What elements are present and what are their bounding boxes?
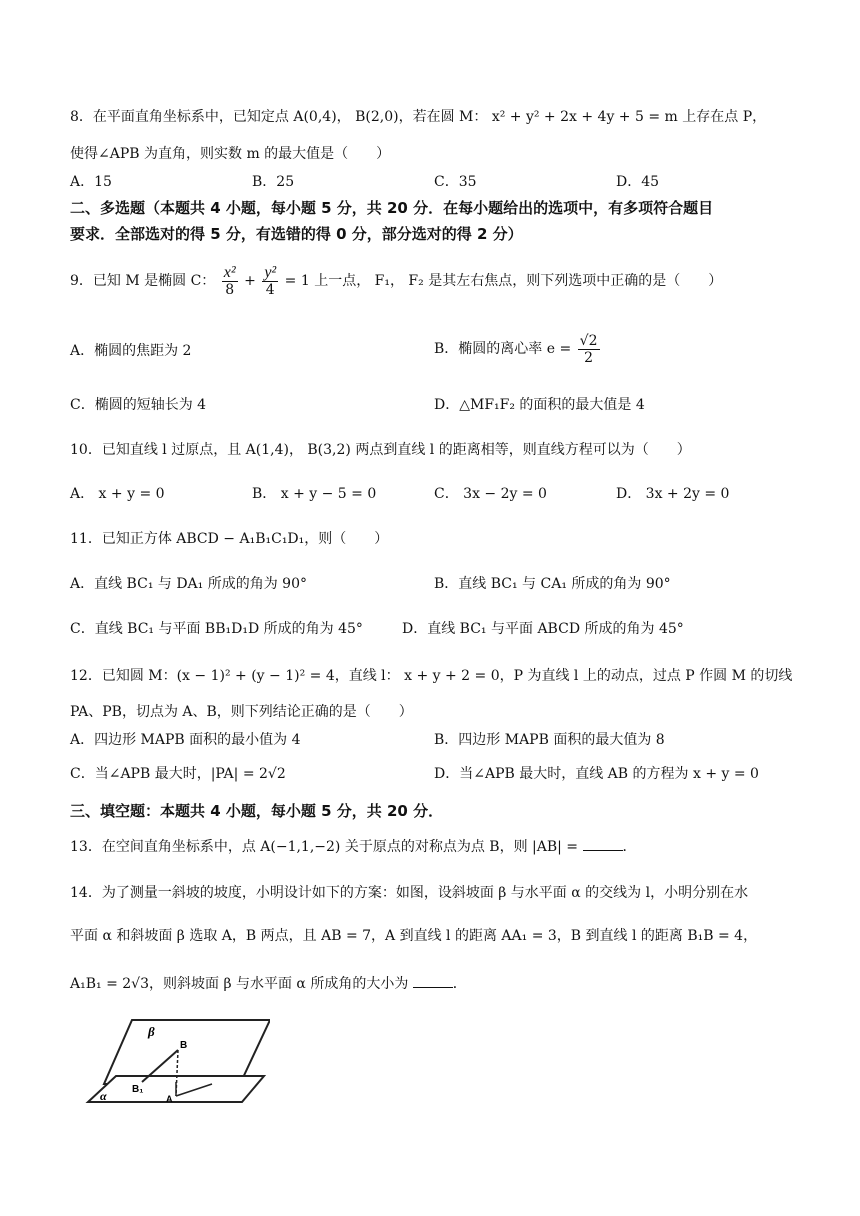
q13-end: ． <box>622 839 637 855</box>
q9-frac2-den: 4 <box>265 281 275 298</box>
q12-option-b: B．四边形 MAPB 面积的最大值为 8 <box>434 732 665 748</box>
q14-answer-blank[interactable] <box>413 973 453 988</box>
q9-option-b-fraction <box>578 333 600 366</box>
q9-fraction-x <box>222 265 238 298</box>
q10-option-a: A． x + y = 0 <box>70 486 165 502</box>
q13-text: 13．在空间直角坐标系中，点 A(−1,1,−2) 关于原点的对称点为点 B，则 |AB| = <box>70 839 579 855</box>
section2-heading-line2: 要求．全部选对的得 5 分，有选错的得 0 分，部分选对的得 2 分） <box>70 225 523 243</box>
q12-option-a: A．四边形 MAPB 面积的最小值为 4 <box>70 732 301 748</box>
q9-stem-post: = 1 上一点， F₁， F₂ 是其左右焦点，则下列选项中正确的是（ ） <box>284 273 723 289</box>
q9-stem-pre: 9．已知 M 是椭圆 C： <box>70 273 216 289</box>
q9-option-c: C．椭圆的短轴长为 4 <box>70 397 207 413</box>
q13-stem <box>70 836 637 857</box>
q11-option-c: C．直线 BC₁ 与平面 BB₁D₁D 所成的角为 45° <box>70 621 363 637</box>
q11-stem: 11．已知正方体 ABCD − A₁B₁C₁D₁，则（ ） <box>70 531 389 547</box>
q9-option-b-den: 2 <box>584 349 594 366</box>
label-b1: B₁ <box>132 1084 144 1095</box>
q10-option-d: D． 3x + 2y = 0 <box>616 486 730 502</box>
q14-line2: 平面 α 和斜坡面 β 选取 A，B 两点，且 AB = 7，A 到直线 l 的距离 AA₁ = 3，B 到直线 l 的距离 B₁B = 4， <box>70 928 758 944</box>
plane-beta <box>104 1020 270 1084</box>
q9-frac2-num: y² <box>264 263 277 281</box>
q8-option-d: D．45 <box>616 174 660 190</box>
q9-option-a: A．椭圆的焦距为 2 <box>70 343 192 359</box>
q8-option-a: A．15 <box>70 174 112 190</box>
q14-line3-text: A₁B₁ = 2√3，则斜坡面 β 与水平面 α 所成角的大小为 <box>70 976 409 992</box>
q9-plus: + <box>244 273 256 289</box>
q8-line2: 使得∠APB 为直角，则实数 m 的最大值是（ ） <box>70 146 391 162</box>
label-b: B <box>180 1040 188 1051</box>
q12-option-c: C．当∠APB 最大时，|PA| = 2√2 <box>70 766 286 782</box>
q9-option-b-num: √2 <box>579 332 598 349</box>
label-a: A <box>166 1094 173 1104</box>
q10-option-b: B． x + y − 5 = 0 <box>252 486 377 502</box>
q14-line3 <box>70 973 467 994</box>
label-beta: β <box>148 1024 155 1039</box>
q10-stem: 10．已知直线 l 过原点，且 A(1,4)， B(3,2) 两点到直线 l 的距离相等，则直线方程可以为（ ） <box>70 442 691 458</box>
q12-line1: 12．已知圆 M：(x − 1)² + (y − 1)² = 4，直线 l： x + y + 2 = 0，P 为直线 l 上的动点，过点 P 作圆 M 的切线 <box>70 668 793 684</box>
q9-option-b-text: B．椭圆的离心率 e = <box>434 341 572 357</box>
q11-option-b: B．直线 BC₁ 与 CA₁ 所成的角为 90° <box>434 576 671 592</box>
q9-frac1-num: x² <box>223 263 236 281</box>
slope-plane-figure <box>84 1012 270 1104</box>
q8-option-c: C．35 <box>434 174 477 190</box>
label-alpha: α <box>100 1089 107 1103</box>
q14-line1: 14．为了测量一斜坡的坡度，小明设计如下的方案：如图，设斜坡面 β 与水平面 α 的交线为 l，小明分别在水 <box>70 885 749 901</box>
q8-line1: 8．在平面直角坐标系中，已知定点 A(0,4)， B(2,0)，若在圆 M： x² + y² + 2x + 4y + 5 = m 上存在点 P， <box>70 109 767 125</box>
q14-end: ． <box>452 976 467 992</box>
q9-fraction-y <box>262 265 278 298</box>
q11-option-a: A．直线 BC₁ 与 DA₁ 所成的角为 90° <box>70 576 307 592</box>
q9-option-d: D．△MF₁F₂ 的面积的最大值是 4 <box>434 397 645 413</box>
q9-frac1-den: 8 <box>225 281 235 298</box>
section2-heading-line1: 二、多选题（本题共 4 小题，每小题 5 分，共 20 分．在每小题给出的选项中，有多项符合题目 <box>70 199 714 217</box>
q13-answer-blank[interactable] <box>583 836 623 851</box>
q12-option-d: D．当∠APB 最大时，直线 AB 的方程为 x + y = 0 <box>434 766 759 782</box>
q10-option-c: C． 3x − 2y = 0 <box>434 486 547 502</box>
q8-option-b: B．25 <box>252 174 295 190</box>
q9-stem <box>70 262 722 300</box>
q11-option-d: D．直线 BC₁ 与平面 ABCD 所成的角为 45° <box>402 621 684 637</box>
section3-heading: 三、填空题：本题共 4 小题，每小题 5 分，共 20 分． <box>70 802 444 820</box>
q12-line2: PA、PB，切点为 A、B，则下列结论正确的是（ ） <box>70 704 413 720</box>
q9-option-b <box>434 330 602 368</box>
